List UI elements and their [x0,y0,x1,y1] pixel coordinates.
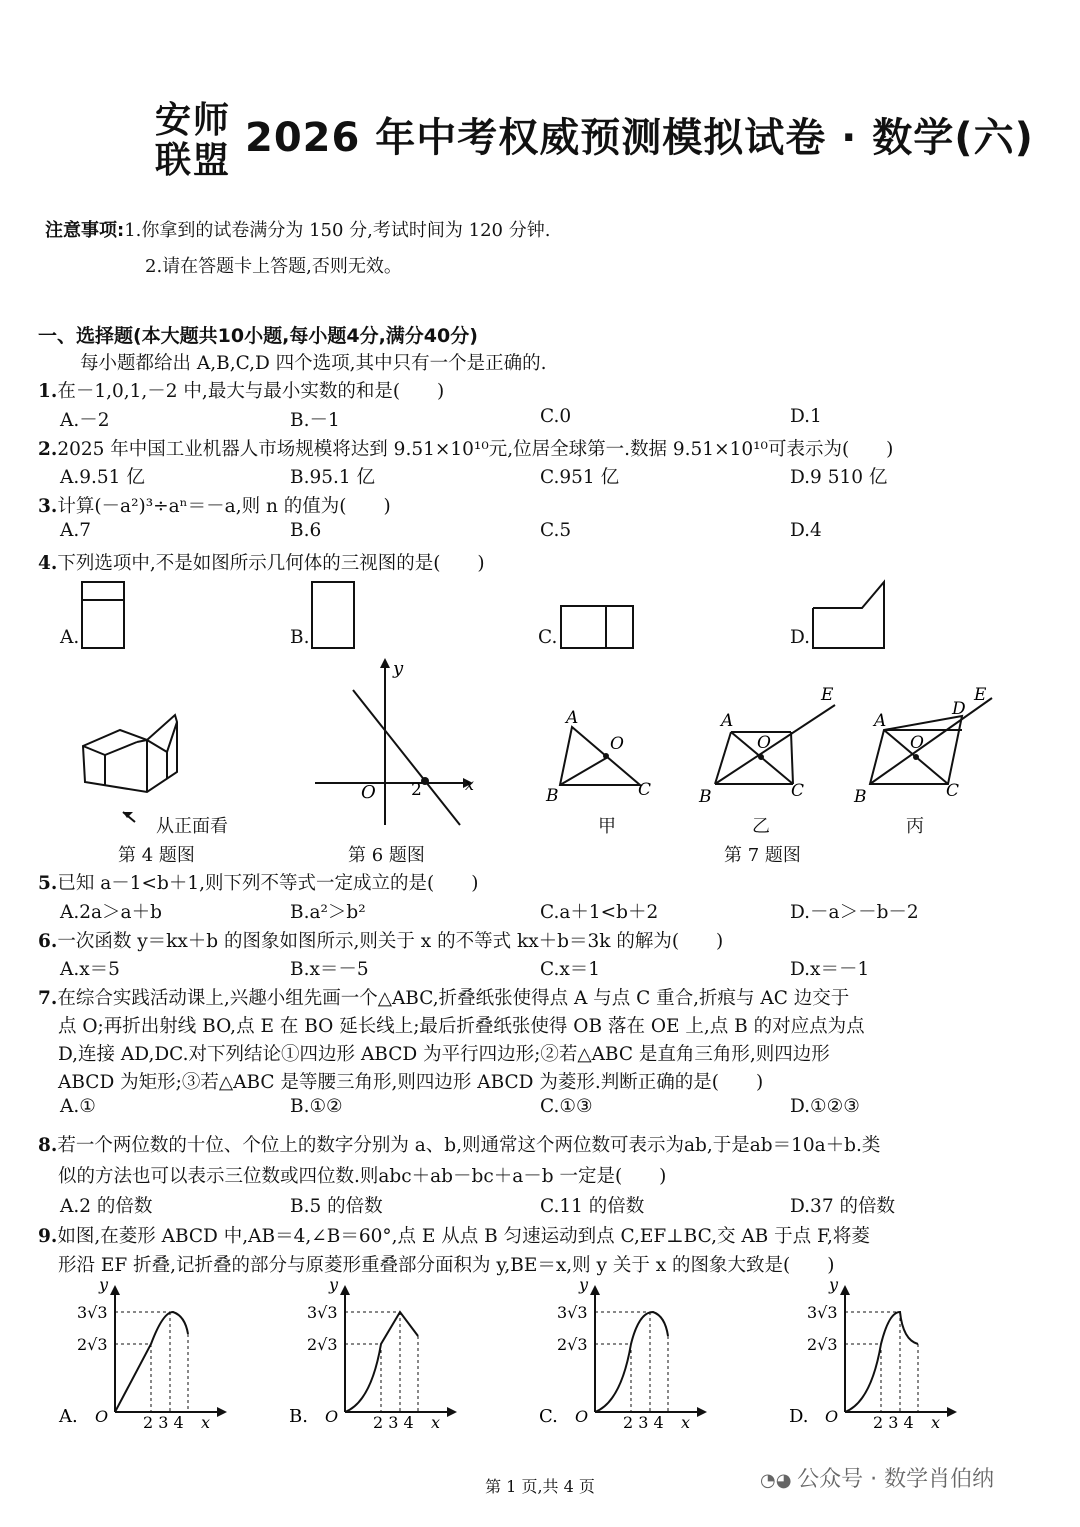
q6-option-a: A.x＝5 [60,959,120,980]
fig4-solid [75,700,185,830]
q9-graph-c [535,1272,715,1432]
watermark-text: 公众号 · 数学肖伯纳 [797,1467,995,1492]
fig7-bing-B: B [854,787,867,807]
q9-graph-d-origin: O [825,1407,839,1426]
q4-view-a [80,580,130,652]
q5-number: 5. [38,873,58,894]
q2-option-a: A.9.51 亿 [60,467,145,488]
q3-option-b: B.6 [290,520,322,541]
fig7-yi [695,680,845,810]
q9-graph-b-ytop: 3√3 [307,1303,338,1322]
q7-line-2: 点 O;再折出射线 BO,点 E 在 BO 延长线上;最后折叠纸张使得 OB 落在 OE 上,点 B 的对应点为点 [58,1016,865,1037]
q3-option-c: C.5 [540,520,572,541]
q9-graph-b-label: B. [289,1406,308,1427]
q5-stem: 已知 a－1<b＋1,则下列不等式一定成立的是( ) [57,873,479,894]
question-3 [38,492,391,518]
fig7-jia [540,705,660,815]
q9-graph-a-ytop: 3√3 [77,1303,108,1322]
notice-line-1 [45,216,550,242]
q9-graph-b-xticks: 2 3 4 [373,1413,414,1432]
q6-option-c: C.x＝1 [540,959,601,980]
q4-option-d: D. [790,627,811,648]
q8-number: 8. [38,1135,58,1156]
fig7-bing-C: C [946,781,960,801]
wechat-icon: ◔◕ [760,1470,798,1491]
q4-option-a: A. [60,627,80,648]
fig6-graph [305,650,485,830]
fig6-origin: O [361,782,376,803]
q9-graph-b-x: x [431,1413,441,1432]
q7-option-b: B.①② [290,1096,343,1117]
q9-graph-d-y: y [829,1275,839,1294]
q9-graph-a-y: y [99,1275,109,1294]
q4-option-b: B. [290,627,310,648]
q8-option-d: D.37 的倍数 [790,1196,895,1217]
q7-option-a: A.① [60,1096,96,1117]
q2-option-d: D.9 510 亿 [790,467,888,488]
q9-graph-a-x: x [201,1413,211,1432]
fig7-jia-C: C [638,780,652,800]
q2-option-c: C.951 亿 [540,467,620,488]
fig7-caption: 第 7 题图 [724,845,801,866]
question-4 [38,549,485,575]
q7-line-4: ABCD 为矩形;③若△ABC 是等腰三角形,则四边形 ABCD 为菱形.判断正确的是( ) [58,1072,764,1093]
q1-option-d: D.1 [790,406,822,427]
q9-graph-d-label: D. [789,1406,809,1427]
fig7-yi-O: O [757,733,771,753]
q9-graph-c-origin: O [575,1407,589,1426]
watermark [760,1462,994,1493]
q9-graph-a [55,1272,235,1432]
q9-number: 9. [38,1226,58,1247]
q9-graph-d-xticks: 2 3 4 [873,1413,914,1432]
question-1 [38,377,444,403]
page-number: 第 1 页,共 4 页 [485,1477,595,1496]
notice-item-1: 1.你拿到的试卷满分为 150 分,考试时间为 120 分钟. [124,220,551,241]
q9-line-2: 形沿 EF 折叠,记折叠的部分与原菱形重叠部分面积为 y,BE＝x,则 y 关于 x 的图象大致是( ) [58,1255,835,1276]
fig7-jia-label: 甲 [598,816,616,837]
q9-graph-c-label: C. [539,1406,558,1427]
question-5 [38,869,478,895]
fig6-y-label: y [393,658,404,679]
fig7-yi-label: 乙 [752,816,770,837]
fig7-bing-A: A [874,711,887,731]
q9-graph-c-xticks: 2 3 4 [623,1413,664,1432]
q9-graph-b-origin: O [325,1407,339,1426]
q7-option-c: C.①③ [540,1096,593,1117]
q9-line-1: 如图,在菱形 ABCD 中,AB＝4,∠B＝60°,点 E 从点 B 匀速运动到点 C,EF⊥BC,交 AB 于点 F,将菱 [57,1226,870,1247]
q6-option-b: B.x＝－5 [290,959,369,980]
q6-number: 6. [38,931,58,952]
fig7-bing-label: 丙 [906,816,924,837]
q5-option-a: A.2a＞a＋b [60,902,162,923]
fig6-caption: 第 6 题图 [348,845,425,866]
q9-graph-d-ytop: 3√3 [807,1303,838,1322]
q2-option-b: B.95.1 亿 [290,467,376,488]
fig4-note: 从正面看 [156,816,228,837]
q7-line-3: D,连接 AD,DC.对下列结论①四边形 ABCD 为平行四边形;②若△ABC 是直角三角形,则四边形 [58,1044,830,1065]
notice-item-2: 2.请在答题卡上答题,否则无效。 [145,256,402,277]
fig7-yi-A: A [721,711,734,731]
q9-graph-a-ymid: 2√3 [77,1335,108,1354]
q7-line-1: 在综合实践活动课上,兴趣小组先画一个△ABC,折叠纸张使得点 A 与点 C 重合,折痕与 AC 边交于 [57,988,850,1009]
q5-option-d: D.－a＞－b－2 [790,902,919,923]
publisher-logo: 安师联盟 [155,99,232,181]
fig7-yi-B: B [699,787,712,807]
q9-graph-a-origin: O [95,1407,109,1426]
fig7-bing-O: O [910,733,924,753]
q6-stem: 一次函数 y＝kx＋b 的图象如图所示,则关于 x 的不等式 kx＋b＝3k 的解为( ) [57,931,724,952]
question-6 [38,927,723,953]
q9-graph-b-y: y [329,1275,339,1294]
question-9 [38,1222,870,1248]
q9-graph-c-ytop: 3√3 [557,1303,588,1322]
q5-option-b: B.a²＞b² [290,902,366,923]
fig7-bing-D: D [952,699,966,719]
q1-option-c: C.0 [540,406,572,427]
q2-number: 2. [38,439,58,460]
fig7-jia-O: O [610,734,624,754]
q1-number: 1. [38,381,58,402]
q1-option-a: A.－2 [60,410,110,431]
q4-option-c: C. [538,627,558,648]
q9-graph-c-ymid: 2√3 [557,1335,588,1354]
q9-graph-a-label: A. [59,1406,78,1427]
fig7-yi-C: C [791,781,805,801]
q9-graph-d-ymid: 2√3 [807,1335,838,1354]
section-intro: 每小题都给出 A,B,C,D 四个选项,其中只有一个是正确的. [80,353,547,374]
q8-option-c: C.11 的倍数 [540,1196,645,1217]
q5-option-c: C.a＋1<b＋2 [540,902,659,923]
q9-graph-b [285,1272,465,1432]
section-heading: 一、选择题(本大题共10小题,每小题4分,满分40分) [38,325,478,347]
q2-stem: 2025 年中国工业机器人市场规模将达到 9.51×10¹⁰元,位居全球第一.数据 9.51×10¹⁰可表示为( ) [57,439,894,460]
q9-graph-a-xticks: 2 3 4 [143,1413,184,1432]
q4-number: 4. [38,553,58,574]
q9-graph-c-x: x [681,1413,691,1432]
notice-label: 注意事项: [45,220,125,241]
q4-view-b [310,580,360,652]
question-2 [38,435,893,461]
q3-stem: 计算(－a²)³÷aⁿ＝－a,则 n 的值为( ) [57,496,391,517]
fig7-yi-E: E [821,685,834,705]
q7-option-d: D.①②③ [790,1096,860,1117]
q9-graph-d-x: x [931,1413,941,1432]
question-8 [38,1131,880,1157]
q9-graph-b-ymid: 2√3 [307,1335,338,1354]
q8-line-2: 似的方法也可以表示三位数或四位数.则abc＋ab－bc＋a－b 一定是( ) [58,1166,667,1187]
q8-option-a: A.2 的倍数 [60,1196,153,1217]
q4-stem: 下列选项中,不是如图所示几何体的三视图的是( ) [57,553,485,574]
fig7-jia-B: B [546,786,559,806]
q4-view-d [810,578,890,652]
q7-number: 7. [38,988,58,1009]
fig6-x-label: x [465,775,475,794]
question-7 [38,984,849,1010]
q9-graph-d [785,1272,965,1432]
q4-view-c [558,604,638,652]
fig7-jia-A: A [566,708,579,728]
q9-graph-c-y: y [579,1275,589,1294]
q1-option-b: B.－1 [290,410,340,431]
q1-stem: 在－1,0,1,－2 中,最大与最小实数的和是( ) [57,381,445,402]
q8-option-b: B.5 的倍数 [290,1196,383,1217]
q3-option-a: A.7 [60,520,92,541]
q3-number: 3. [38,496,58,517]
fig6-tick-2: 2 [411,780,422,800]
fig7-bing [850,680,1000,810]
fig7-bing-E: E [974,685,987,705]
q8-line-1: 若一个两位数的十位、个位上的数字分别为 a、b,则通常这个两位数可表示为ab,于是ab＝10a＋b.类 [57,1135,881,1156]
fig4-caption: 第 4 题图 [118,845,195,866]
exam-title: 2026 年中考权威预测模拟试卷 · 数学(六) [245,115,1034,161]
q3-option-d: D.4 [790,520,822,541]
q6-option-d: D.x＝－1 [790,959,870,980]
